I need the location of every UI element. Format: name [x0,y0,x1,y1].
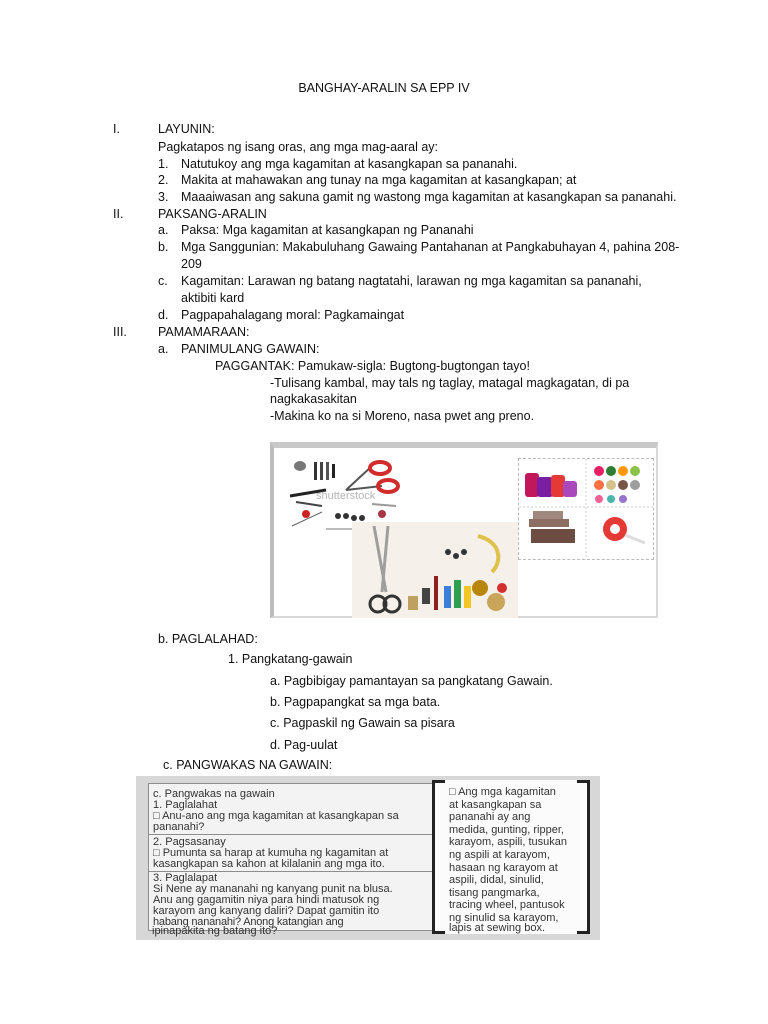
panel-line: 3. Paglalapat [153,872,218,884]
paglalahad-item: d. Pag-uulat [270,738,338,752]
divider [149,834,435,835]
riddle: -Tulisang kambal, may tals ng taglay, matagal magkagatan, di pa [270,376,630,390]
objective-item: Natutukoy ang mga kagamitan at kasangkapan sa pananahi. [181,157,518,171]
pangwakas-heading: c. PANGWAKAS NA GAWAIN: [163,758,333,772]
riddle: -Makina ko na si Moreno, nasa pwet ang preno. [270,409,535,423]
panel-line: 1. Paglalahat [153,799,218,811]
item-number: 3. [158,190,169,204]
panel-line: lapis at sewing box. [449,922,545,934]
panel-line: 2. Pagsasanay [153,836,226,848]
riddle-cont: nagkakasakitan [270,392,357,406]
item-letter: a. [158,223,169,237]
objective-item: Makita at mahawakan ang tunay na mga kagamitan at kasangkapan; at [181,173,577,187]
item-letter: d. [158,308,169,322]
topic-item-cont: 209 [181,257,202,271]
panel-line: aspili, didal, sinulid, [449,874,544,887]
panel-line: kasangkapan sa kahon at kilalanin ang mga ito. [153,858,385,870]
section-heading: LAYUNIN: [158,122,215,136]
panel-line: medida, gunting, ripper, [449,823,564,836]
section-numeral: II. [113,207,124,221]
panel-line: ng aspili at karayom, [449,849,550,861]
panel-line: tisang pangmarka, [449,886,540,899]
section-numeral: III. [113,325,127,339]
item-number: 1. [158,157,169,171]
item-letter: b. [158,240,169,254]
item-number: 2. [158,173,169,187]
pangwakas-right-box [432,780,590,934]
panel-line-last: ipinapakita ng batang ito? [152,925,278,937]
section-heading: PAKSANG-ARALIN [158,207,267,221]
tools-grid-photo [518,458,654,560]
panel-line: Si Nene ay mananahi ng kanyang punit na blusa. [153,883,393,895]
pangwakas-left-box [148,783,436,931]
tools-table-photo [352,522,518,618]
panel-line: tracing wheel, pantusok [449,899,565,912]
paggantak: PAGGANTAK: Pamukaw-sigla: Bugtong-bugtongan tayo! [215,359,530,373]
topic-item: Paksa: Mga kagamitan at kasangkapan ng Pananahi [181,223,474,237]
panel-line: ng sinulid sa karayom, [449,912,559,924]
item-letter: a. [158,342,169,356]
paglalahad-heading: b. PAGLALAHAD: [158,632,258,646]
panel-line: pananahi ay ang [449,811,531,824]
panel-line: □ Ang mga kagamitan [449,786,556,798]
topic-item: Kagamitan: Larawan ng batang nagtatahi, larawan ng mga kagamitan sa pananahi, [181,274,642,288]
section-intro: Pagkatapos ng isang oras, ang mga mag-aaral ay: [158,140,439,154]
panel-line: karayom ang kanyang daliri? Dapat gamitin ito [153,905,380,917]
panel-line: □ Anu-ano ang mga kagamitan at kasangkapan sa [153,810,399,822]
sewing-tools-image [270,442,658,618]
panel-line: hasaan ng karayom at [449,861,558,874]
topic-item: Mga Sanggunian: Makabuluhang Gawaing Pantahanan at Pangkabuhayan 4, pahina 208- [181,240,680,254]
topic-item-cont: aktibiti kard [181,291,245,305]
panel-line: karayom, aspili, tusukan [449,836,567,849]
paglalahad-sub: 1. Pangkatang-gawain [228,652,353,666]
panel-line: c. Pangwakas na gawain [153,788,275,800]
page-title: BANGHAY-ARALIN SA EPP IV [298,81,470,95]
topic-item: Pagpapahalagang moral: Pagkamaingat [181,308,405,322]
section-heading: PAMAMARAAN: [158,325,250,339]
item-letter: c. [158,274,168,288]
panel-line: pananahi? [153,821,205,833]
watermark: shutterstock [316,490,376,502]
paglalahad-item: a. Pagbibigay pamantayan sa pangkatang Gawain. [270,674,553,688]
section-numeral: I. [113,122,120,136]
paglalahad-item: c. Pagpaskil ng Gawain sa pisara [270,716,455,730]
objective-item: Maaaiwasan ang sakuna gamit ng wastong mga kagamitan at kasangkapan sa pananahi. [181,190,677,204]
panel-line: □ Pumunta sa harap at kumuha ng kagamitan at [153,847,389,859]
pangwakas-image [136,776,600,940]
subsection-heading: PANIMULANG GAWAIN: [181,342,320,356]
panel-line: habang nananahi? Anong katangian ang [153,916,344,928]
panel-line: Anu ang gagamitin niya para hindi matusok ng [153,894,380,906]
paglalahad-item: b. Pagpapangkat sa mga bata. [270,695,441,709]
panel-line: at kasangkapan sa [449,798,542,811]
